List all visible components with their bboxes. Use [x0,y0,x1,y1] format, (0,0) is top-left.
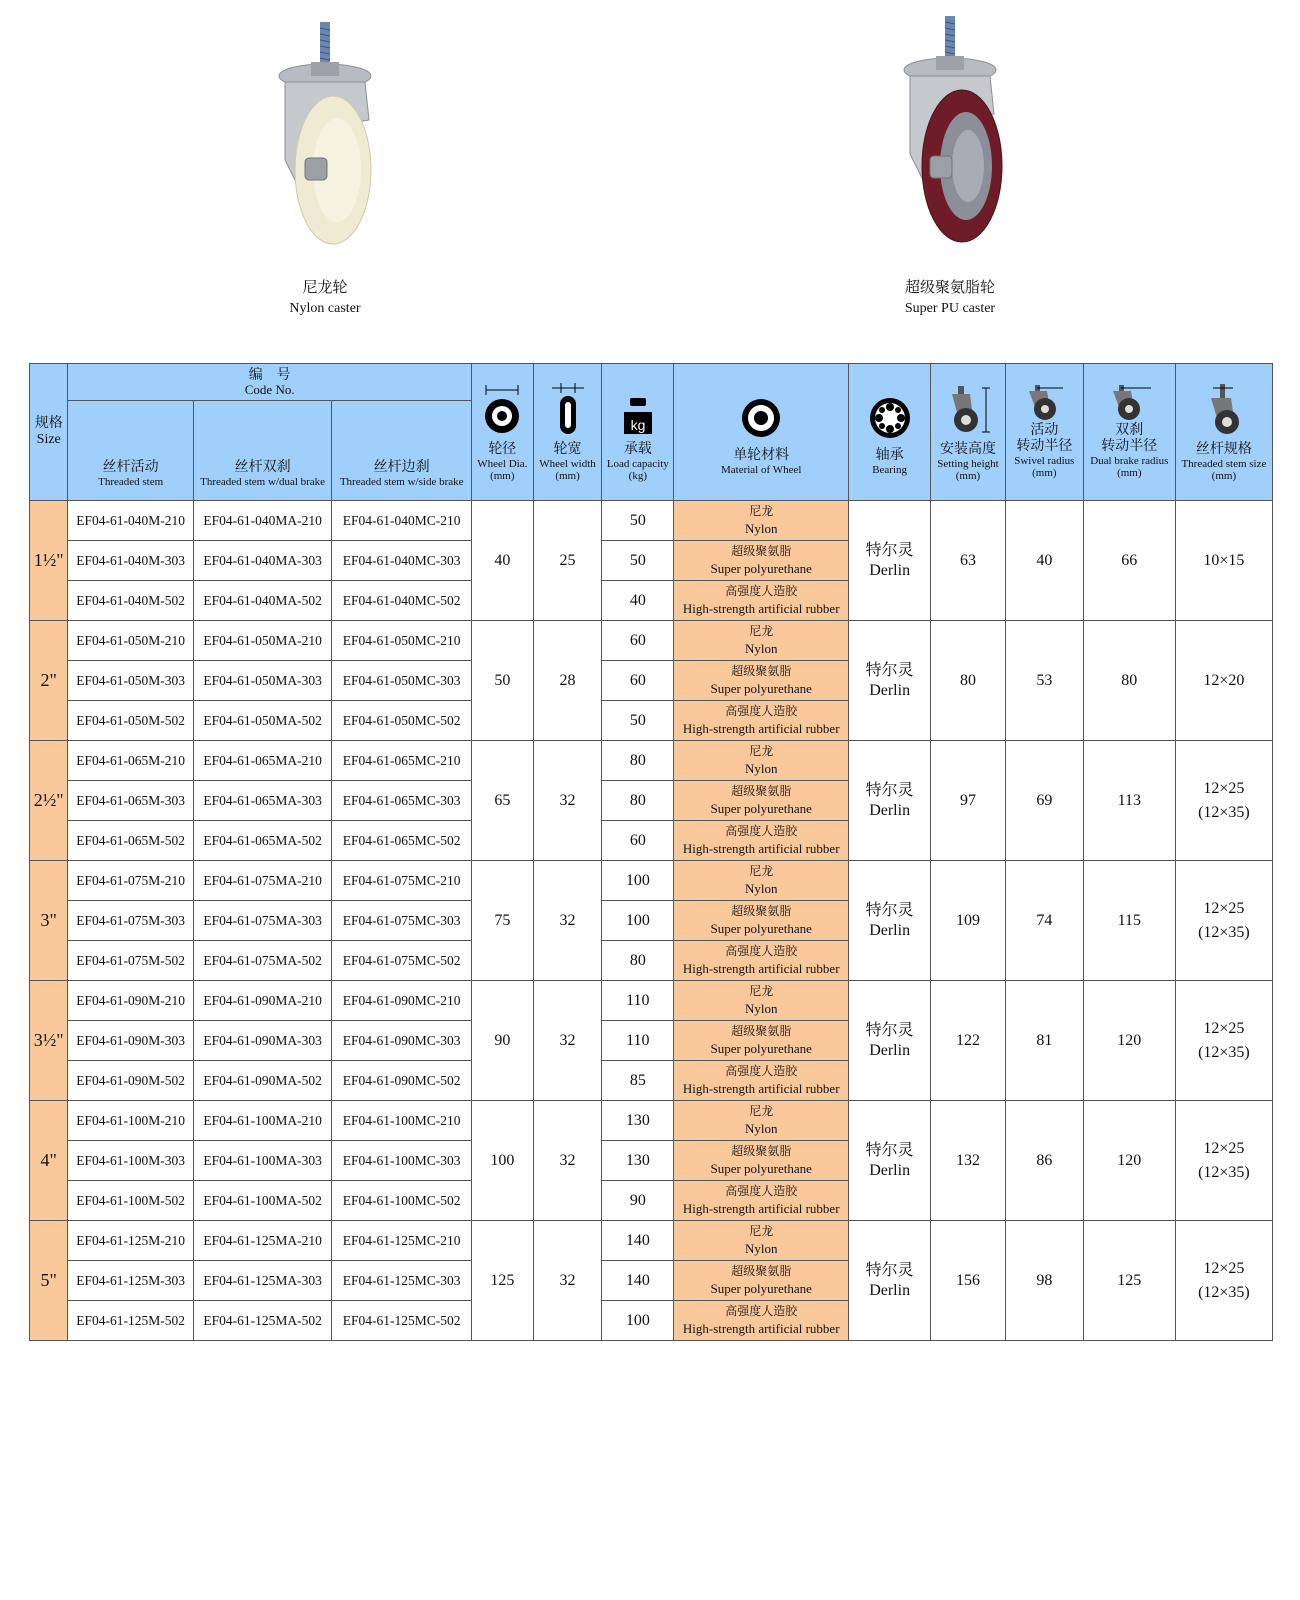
bearing-cell [849,981,931,1101]
material-wheel-icon [741,388,781,442]
code-dual-brake-cell: EF04-61-125MA-502 [193,1301,332,1341]
header-material: 单轮材料 Material of Wheel [674,364,849,501]
material-cn: 尼龙 [749,504,774,518]
code-side-brake-cell: EF04-61-075MC-502 [332,941,472,981]
setting-height-cell: 122 [931,981,1006,1101]
header-height: 安装高度 Setting height (mm) [931,364,1006,501]
size-cell: 1½" [30,501,68,621]
material-cell [674,541,849,581]
size-cell: 3½" [30,981,68,1101]
swivel-radius-cell: 40 [1005,501,1083,621]
material-cell [674,1221,849,1261]
stem-size-value: 12×25 [1203,1139,1245,1157]
code-side-brake-cell: EF04-61-090MC-502 [332,1061,472,1101]
swivel-radius-cell: 98 [1005,1221,1083,1341]
material-en: Super polyurethane [710,1161,812,1176]
wheel-dia-cell: 50 [471,621,533,741]
swivel-radius-cell: 74 [1005,861,1083,981]
code-side-brake-cell: EF04-61-065MC-303 [332,781,472,821]
stem-size-value: 12×25 [1203,899,1245,917]
product-pu [820,10,1080,317]
material-en: High-strength artificial rubber [682,721,840,736]
material-cn: 超级聚氨脂 [731,1264,792,1278]
material-en: Nylon [744,1001,778,1016]
material-en: High-strength artificial rubber [682,601,840,616]
code-threaded-cell: EF04-61-075M-303 [68,901,193,941]
spec-body [30,501,1273,1341]
wheel-dia-cell: 125 [471,1221,533,1341]
material-cell [674,821,849,861]
header-load: kg 承载 Load capacity (kg) [602,364,674,501]
code-side-brake-cell: EF04-61-040MC-303 [332,541,472,581]
wheel-width-cell: 32 [533,981,602,1101]
material-cell [674,661,849,701]
bearing-en: Derlin [869,1161,911,1179]
material-cn: 尼龙 [749,624,774,638]
code-side-brake-cell: EF04-61-075MC-303 [332,901,472,941]
brake-radius-cell: 115 [1083,861,1175,981]
material-cn: 超级聚氨脂 [731,904,792,918]
material-en: Nylon [744,521,778,536]
code-side-brake-cell: EF04-61-100MC-210 [332,1101,472,1141]
material-cell [674,1301,849,1341]
size-cell: 5" [30,1221,68,1341]
bearing-en: Derlin [869,801,911,819]
bearing-cell [849,621,931,741]
swivel-radius-cell: 69 [1005,741,1083,861]
load-cell: 100 [602,1301,674,1341]
swivel-radius-cell: 81 [1005,981,1083,1101]
code-side-brake-cell: EF04-61-090MC-303 [332,1021,472,1061]
wheel-width-cell: 32 [533,1221,602,1341]
code-threaded-cell: EF04-61-040M-303 [68,541,193,581]
svg-text:kg: kg [630,417,646,433]
setting-height-cell: 156 [931,1221,1006,1341]
code-dual-brake-cell: EF04-61-125MA-303 [193,1261,332,1301]
code-dual-brake-cell: EF04-61-075MA-303 [193,901,332,941]
bearing-en: Derlin [869,561,911,579]
load-cell: 80 [602,781,674,821]
code-side-brake-cell: EF04-61-125MC-502 [332,1301,472,1341]
size-cell: 3" [30,861,68,981]
bearing-cell [849,861,931,981]
code-side-brake-cell: EF04-61-065MC-210 [332,741,472,781]
stem-size-cell [1175,621,1272,741]
stem-size-value: (12×35) [1198,1283,1250,1301]
product-pu-cn: 超级聚氨脂轮 [904,280,995,296]
stem-size-cell [1175,1221,1272,1341]
bearing-en: Derlin [869,1041,911,1059]
setting-height-icon [940,382,996,436]
code-side-brake-cell: EF04-61-065MC-502 [332,821,472,861]
material-cn: 高强度人造胶 [725,704,798,718]
header-brake: 双刹 转动半径 Dual brake radius (mm) [1083,364,1175,501]
material-en: High-strength artificial rubber [682,1321,840,1336]
setting-height-cell: 109 [931,861,1006,981]
material-cell [674,1141,849,1181]
wheel-width-cell: 32 [533,741,602,861]
material-cn: 尼龙 [749,1224,774,1238]
material-cn: 超级聚氨脂 [731,664,792,678]
material-cn: 高强度人造胶 [725,944,798,958]
material-en: Super polyurethane [710,801,812,816]
code-dual-brake-cell: EF04-61-065MA-303 [193,781,332,821]
material-cell [674,1061,849,1101]
size-cell: 2" [30,621,68,741]
wheel-width-cell: 32 [533,861,602,981]
code-dual-brake-cell: EF04-61-125MA-210 [193,1221,332,1261]
material-cn: 超级聚氨脂 [731,784,792,798]
brake-radius-cell: 66 [1083,501,1175,621]
size-cell: 4" [30,1101,68,1221]
header-code: 编 号 Code No. [68,364,472,401]
code-threaded-cell: EF04-61-100M-502 [68,1181,193,1221]
material-cn: 尼龙 [749,984,774,998]
brake-radius-icon [1101,385,1157,421]
code-threaded-cell: EF04-61-090M-303 [68,1021,193,1061]
load-cell: 80 [602,741,674,781]
code-dual-brake-cell: EF04-61-065MA-210 [193,741,332,781]
material-cell [674,981,849,1021]
stem-size-cell [1175,861,1272,981]
header-wheel-dia: 轮径 Wheel Dia. (mm) [471,364,533,501]
load-cell: 140 [602,1261,674,1301]
code-threaded-cell: EF04-61-050M-303 [68,661,193,701]
material-cell [674,1261,849,1301]
material-cn: 超级聚氨脂 [731,544,792,558]
code-side-brake-cell: EF04-61-125MC-303 [332,1261,472,1301]
stem-size-cell [1175,501,1272,621]
code-threaded-cell: EF04-61-125M-210 [68,1221,193,1261]
bearing-cell [849,1221,931,1341]
brake-radius-cell: 113 [1083,741,1175,861]
code-threaded-cell: EF04-61-065M-210 [68,741,193,781]
code-side-brake-cell: EF04-61-050MC-502 [332,701,472,741]
product-pu-en: Super PU caster [904,301,996,316]
stem-size-value: (12×35) [1198,1043,1250,1061]
code-dual-brake-cell: EF04-61-100MA-502 [193,1181,332,1221]
wheel-dia-icon [482,382,522,436]
code-side-brake-cell: EF04-61-050MC-210 [332,621,472,661]
material-cn: 高强度人造胶 [725,1304,798,1318]
load-cell: 110 [602,1021,674,1061]
setting-height-cell: 63 [931,501,1006,621]
nylon-caster-image [245,10,405,260]
bearing-cn: 特尔灵 [865,1261,914,1279]
material-en: Nylon [744,1241,778,1256]
load-cell: 60 [602,821,674,861]
code-dual-brake-cell: EF04-61-075MA-210 [193,861,332,901]
load-cell: 80 [602,941,674,981]
code-threaded-cell: EF04-61-090M-502 [68,1061,193,1101]
load-weight-icon [618,382,658,436]
code-dual-brake-cell: EF04-61-040MA-210 [193,501,332,541]
code-dual-brake-cell: EF04-61-040MA-502 [193,581,332,621]
code-threaded-cell: EF04-61-090M-210 [68,981,193,1021]
wheel-dia-cell: 65 [471,741,533,861]
pu-caster-image [870,10,1030,260]
header-dual-brake: 丝杆双刹 Threaded stem w/dual brake [193,401,332,501]
material-cn: 高强度人造胶 [725,1064,798,1078]
spec-table [29,363,1273,1341]
code-side-brake-cell: EF04-61-125MC-210 [332,1221,472,1261]
code-dual-brake-cell: EF04-61-065MA-502 [193,821,332,861]
header-stem: 丝杆规格 Threaded stem size (mm) [1175,364,1272,501]
load-cell: 130 [602,1101,674,1141]
bearing-cn: 特尔灵 [865,661,914,679]
setting-height-cell: 97 [931,741,1006,861]
material-en: Super polyurethane [710,921,812,936]
header-swivel: 活动 转动半径 Swivel radius (mm) [1005,364,1083,501]
code-dual-brake-cell: EF04-61-100MA-303 [193,1141,332,1181]
table-row [30,981,1273,1021]
material-en: Nylon [744,641,778,656]
code-threaded-cell: EF04-61-050M-210 [68,621,193,661]
swivel-radius-cell: 53 [1005,621,1083,741]
brake-radius-cell: 125 [1083,1221,1175,1341]
brake-radius-cell: 80 [1083,621,1175,741]
code-threaded-cell: EF04-61-100M-303 [68,1141,193,1181]
code-dual-brake-cell: EF04-61-090MA-210 [193,981,332,1021]
code-threaded-cell: EF04-61-075M-502 [68,941,193,981]
material-en: Nylon [744,881,778,896]
load-cell: 85 [602,1061,674,1101]
load-cell: 40 [602,581,674,621]
header-threaded: 丝杆活动 Threaded stem [68,401,193,501]
bearing-cn: 特尔灵 [865,901,914,919]
bearing-cn: 特尔灵 [865,1021,914,1039]
bearing-cn: 特尔灵 [865,781,914,799]
wheel-width-cell: 25 [533,501,602,621]
code-side-brake-cell: EF04-61-040MC-210 [332,501,472,541]
code-side-brake-cell: EF04-61-050MC-303 [332,661,472,701]
material-cn: 尼龙 [749,1104,774,1118]
table-row [30,861,1273,901]
brake-radius-cell: 120 [1083,1101,1175,1221]
code-threaded-cell: EF04-61-125M-303 [68,1261,193,1301]
table-row [30,621,1273,661]
code-dual-brake-cell: EF04-61-090MA-502 [193,1061,332,1101]
material-en: High-strength artificial rubber [682,1081,840,1096]
stem-size-value: (12×35) [1198,923,1250,941]
swivel-radius-cell: 86 [1005,1101,1083,1221]
code-dual-brake-cell: EF04-61-075MA-502 [193,941,332,981]
table-row [30,501,1273,541]
header-side-brake: 丝杆边刹 Threaded stem w/side brake [332,401,472,501]
load-cell: 50 [602,701,674,741]
wheel-dia-cell: 75 [471,861,533,981]
product-nylon-cn: 尼龙轮 [302,280,348,296]
material-en: Super polyurethane [710,1041,812,1056]
code-threaded-cell: EF04-61-125M-502 [68,1301,193,1341]
code-dual-brake-cell: EF04-61-100MA-210 [193,1101,332,1141]
stem-size-value: 12×25 [1203,1259,1245,1277]
material-en: Nylon [744,1121,778,1136]
material-cn: 超级聚氨脂 [731,1144,792,1158]
header-size: 规格 Size [30,364,68,501]
material-en: Super polyurethane [710,1281,812,1296]
material-cell [674,1021,849,1061]
wheel-width-cell: 28 [533,621,602,741]
bearing-cell [849,741,931,861]
wheel-dia-cell: 40 [471,501,533,621]
code-side-brake-cell: EF04-61-040MC-502 [332,581,472,621]
product-nylon-en: Nylon caster [289,301,361,316]
wheel-dia-cell: 90 [471,981,533,1101]
header-bearing: 轴承 Bearing [849,364,931,501]
stem-size-cell [1175,1101,1272,1221]
table-row [30,1221,1273,1261]
size-cell: 2½" [30,741,68,861]
code-threaded-cell: EF04-61-065M-502 [68,821,193,861]
material-cell [674,941,849,981]
material-cell [674,901,849,941]
material-cn: 超级聚氨脂 [731,1024,792,1038]
stem-size-value: (12×35) [1198,803,1250,821]
material-cn: 高强度人造胶 [725,584,798,598]
material-cn: 尼龙 [749,744,774,758]
load-cell: 130 [602,1141,674,1181]
bearing-icon [868,388,912,442]
stem-size-value: 10×15 [1203,551,1245,569]
header-row-1 [30,364,1273,401]
bearing-en: Derlin [869,1281,911,1299]
material-cn: 尼龙 [749,864,774,878]
material-cell [674,1181,849,1221]
material-cell [674,621,849,661]
material-en: Super polyurethane [710,561,812,576]
wheel-dia-cell: 100 [471,1101,533,1221]
bearing-en: Derlin [869,681,911,699]
material-cn: 高强度人造胶 [725,824,798,838]
code-dual-brake-cell: EF04-61-050MA-303 [193,661,332,701]
stem-size-value: 12×25 [1203,1019,1245,1037]
header-wheel-width: 轮宽 Wheel width (mm) [533,364,602,501]
stem-size-value: 12×20 [1203,671,1245,689]
load-cell: 140 [602,1221,674,1261]
code-threaded-cell: EF04-61-050M-502 [68,701,193,741]
setting-height-cell: 132 [931,1101,1006,1221]
bearing-cn: 特尔灵 [865,1141,914,1159]
bearing-cn: 特尔灵 [865,541,914,559]
material-cell [674,701,849,741]
load-cell: 90 [602,1181,674,1221]
material-cell [674,861,849,901]
material-en: High-strength artificial rubber [682,961,840,976]
code-threaded-cell: EF04-61-040M-502 [68,581,193,621]
code-threaded-cell: EF04-61-040M-210 [68,501,193,541]
material-cell [674,741,849,781]
bearing-cell [849,1101,931,1221]
table-row [30,1101,1273,1141]
load-cell: 60 [602,661,674,701]
load-cell: 50 [602,541,674,581]
code-side-brake-cell: EF04-61-100MC-502 [332,1181,472,1221]
stem-size-cell [1175,741,1272,861]
brake-radius-cell: 120 [1083,981,1175,1101]
load-cell: 110 [602,981,674,1021]
material-cn: 高强度人造胶 [725,1184,798,1198]
code-side-brake-cell: EF04-61-090MC-210 [332,981,472,1021]
code-threaded-cell: EF04-61-100M-210 [68,1101,193,1141]
setting-height-cell: 80 [931,621,1006,741]
code-dual-brake-cell: EF04-61-050MA-210 [193,621,332,661]
code-dual-brake-cell: EF04-61-040MA-303 [193,541,332,581]
wheel-width-icon [548,382,588,436]
material-cell [674,1101,849,1141]
material-en: Super polyurethane [710,681,812,696]
material-en: High-strength artificial rubber [682,841,840,856]
threaded-stem-icon [1199,382,1249,436]
material-cell [674,501,849,541]
table-row [30,741,1273,781]
code-side-brake-cell: EF04-61-075MC-210 [332,861,472,901]
code-side-brake-cell: EF04-61-100MC-303 [332,1141,472,1181]
product-nylon [195,10,455,317]
stem-size-cell [1175,981,1272,1101]
code-threaded-cell: EF04-61-075M-210 [68,861,193,901]
swivel-radius-icon [1019,385,1069,421]
load-cell: 50 [602,501,674,541]
stem-size-value: (12×35) [1198,1163,1250,1181]
material-en: High-strength artificial rubber [682,1201,840,1216]
load-cell: 60 [602,621,674,661]
material-en: Nylon [744,761,778,776]
material-cell [674,581,849,621]
bearing-cell [849,501,931,621]
stem-size-value: 12×25 [1203,779,1245,797]
code-dual-brake-cell: EF04-61-050MA-502 [193,701,332,741]
bearing-en: Derlin [869,921,911,939]
load-cell: 100 [602,901,674,941]
code-threaded-cell: EF04-61-065M-303 [68,781,193,821]
material-cell [674,781,849,821]
load-cell: 100 [602,861,674,901]
code-dual-brake-cell: EF04-61-090MA-303 [193,1021,332,1061]
wheel-width-cell: 32 [533,1101,602,1221]
